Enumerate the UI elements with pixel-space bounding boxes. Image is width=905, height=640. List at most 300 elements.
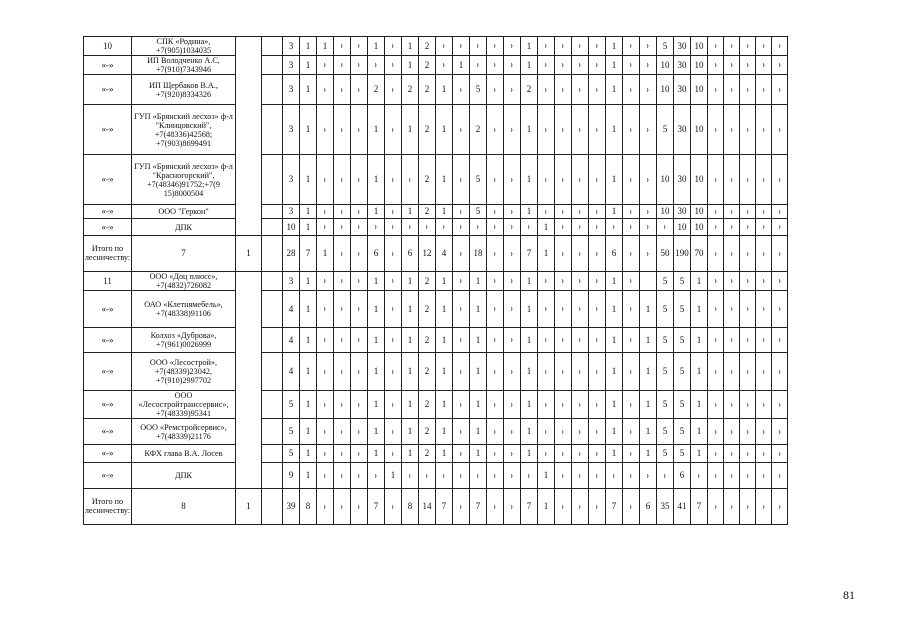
dash-mark: -.- [507, 210, 516, 214]
total-value-cell: 7 [521, 489, 538, 525]
dash-mark: -.- [660, 474, 669, 478]
total-value-cell: 50 [657, 236, 674, 272]
value-cell [772, 463, 788, 489]
value-cell [385, 419, 402, 445]
dash-mark: -.- [456, 210, 465, 214]
dash-mark: -.- [337, 474, 346, 478]
row-number: «-» [84, 328, 132, 353]
value-cell [385, 328, 402, 353]
value-cell [724, 445, 740, 463]
page-number: 81 [843, 588, 855, 602]
value-cell: 1 [300, 37, 317, 56]
dash-mark: -.- [337, 403, 346, 407]
value-cell [368, 463, 385, 489]
dash-mark: -.- [320, 307, 329, 312]
value-cell [724, 391, 740, 419]
total-value-cell: 14 [419, 489, 436, 525]
value-cell: 30 [674, 56, 691, 75]
dash-mark: -.- [558, 403, 567, 407]
value-cell [453, 391, 470, 419]
total-value-cell: 28 [283, 236, 300, 272]
total-value-cell [351, 236, 368, 272]
value-cell [487, 419, 504, 445]
value-cell: 30 [674, 205, 691, 219]
dash-mark: -.- [609, 474, 618, 478]
value-cell: 10 [283, 219, 300, 236]
dash-mark: -.- [726, 63, 735, 68]
value-cell [351, 37, 368, 56]
value-cell [589, 291, 606, 328]
dash-mark: -.- [558, 370, 567, 374]
value-cell [756, 291, 772, 328]
value-cell [740, 37, 756, 56]
dash-mark: -.- [774, 403, 783, 407]
dash-mark: -.- [626, 452, 635, 456]
value-cell [334, 353, 351, 391]
dash-mark: -.- [388, 252, 397, 256]
total-value-cell: 4 [436, 236, 453, 272]
value-cell: 1 [606, 391, 623, 419]
value-cell [572, 205, 589, 219]
value-cell [504, 205, 521, 219]
row-number: 10 [84, 37, 132, 56]
value-cell [589, 463, 606, 489]
value-cell [317, 56, 334, 75]
total-value-cell: 7 [368, 489, 385, 525]
value-cell [572, 291, 589, 328]
dash-mark: -.- [575, 505, 584, 509]
dash-mark: -.- [758, 252, 767, 256]
organization-name: ИП Володченко А.С, +7(910)7343946 [132, 56, 236, 75]
value-cell [334, 105, 351, 155]
table-row [84, 445, 788, 463]
total-value-cell [724, 489, 740, 525]
value-cell: 2 [419, 37, 436, 56]
value-cell [640, 205, 657, 219]
value-cell [555, 219, 572, 236]
value-cell [589, 328, 606, 353]
dash-mark: -.- [507, 403, 516, 407]
value-cell: 1 [691, 328, 708, 353]
dash-mark: -.- [643, 63, 652, 68]
value-cell: 2 [419, 391, 436, 419]
value-cell [453, 105, 470, 155]
value-cell [772, 272, 788, 291]
dash-mark: -.- [726, 178, 735, 182]
dash-mark: -.- [774, 452, 783, 456]
value-cell [385, 219, 402, 236]
dash-mark: -.- [575, 128, 584, 132]
value-cell [504, 463, 521, 489]
row-number: 11 [84, 272, 132, 291]
value-cell [317, 463, 334, 489]
value-cell [538, 37, 555, 56]
blank-cell [262, 219, 283, 236]
dash-mark: -.- [643, 88, 652, 92]
value-cell [606, 463, 623, 489]
value-cell [708, 353, 724, 391]
table-row [84, 353, 788, 391]
dash-mark: -.- [456, 307, 465, 312]
dash-mark: -.- [507, 128, 516, 132]
dash-mark: -.- [710, 44, 719, 49]
value-cell [572, 219, 589, 236]
value-cell [504, 291, 521, 328]
row-number: «-» [84, 219, 132, 236]
dash-mark: -.- [643, 178, 652, 182]
value-cell [724, 56, 740, 75]
dash-mark: -.- [758, 63, 767, 68]
value-cell [657, 463, 674, 489]
value-cell [640, 56, 657, 75]
dash-mark: -.- [774, 88, 783, 92]
value-cell: 1 [453, 56, 470, 75]
value-cell: 1 [402, 272, 419, 291]
dash-mark: -.- [473, 474, 482, 478]
value-cell [623, 155, 640, 205]
dash-mark: -.- [758, 505, 767, 509]
organization-name: ДПК [132, 463, 236, 489]
value-cell [623, 205, 640, 219]
value-cell [487, 75, 504, 105]
dash-mark: -.- [456, 225, 465, 230]
value-cell [724, 272, 740, 291]
dash-mark: -.- [626, 307, 635, 312]
total-value-cell [504, 236, 521, 272]
value-cell [538, 419, 555, 445]
value-cell: 1 [368, 37, 385, 56]
total-value-cell [555, 489, 572, 525]
value-cell [453, 291, 470, 328]
value-cell [623, 75, 640, 105]
dash-mark: -.- [388, 403, 397, 407]
blank-cell [262, 445, 283, 463]
value-cell [740, 205, 756, 219]
value-cell [555, 37, 572, 56]
dash-mark: -.- [558, 128, 567, 132]
total-value-cell [756, 236, 772, 272]
value-cell [385, 105, 402, 155]
value-cell [436, 219, 453, 236]
dash-mark: -.- [726, 474, 735, 478]
blank-cell [262, 56, 283, 75]
value-cell [724, 37, 740, 56]
dash-mark: -.- [592, 307, 601, 312]
value-cell [724, 463, 740, 489]
value-cell: 5 [674, 328, 691, 353]
row-number: «-» [84, 75, 132, 105]
dash-mark: -.- [710, 128, 719, 132]
dash-mark: -.- [592, 63, 601, 68]
dash-mark: -.- [742, 403, 751, 407]
total-value-cell: 8 [300, 489, 317, 525]
value-cell [351, 291, 368, 328]
value-cell: 1 [436, 445, 453, 463]
value-cell [334, 328, 351, 353]
value-cell: 3 [283, 105, 300, 155]
value-cell: 1 [402, 105, 419, 155]
value-cell [351, 205, 368, 219]
dash-mark: -.- [774, 210, 783, 214]
total-value-cell: 35 [657, 489, 674, 525]
row-number: «-» [84, 56, 132, 75]
value-cell [334, 419, 351, 445]
value-cell: 5 [657, 37, 674, 56]
value-cell: 1 [402, 419, 419, 445]
dash-mark: -.- [371, 225, 380, 230]
value-cell [538, 205, 555, 219]
value-cell [504, 445, 521, 463]
table-row [84, 105, 788, 155]
value-cell [368, 219, 385, 236]
blank-cell [262, 236, 283, 272]
value-cell [504, 105, 521, 155]
dash-mark: -.- [354, 505, 363, 509]
total-value-cell: 7 [606, 489, 623, 525]
dash-mark: -.- [456, 430, 465, 434]
value-cell [740, 328, 756, 353]
value-cell [708, 445, 724, 463]
value-cell: 2 [368, 75, 385, 105]
dash-mark: -.- [643, 128, 652, 132]
value-cell: 5 [657, 291, 674, 328]
dash-mark: -.- [626, 505, 635, 509]
value-cell: 1 [606, 419, 623, 445]
value-cell: 30 [674, 155, 691, 205]
value-cell: 1 [300, 205, 317, 219]
value-cell [334, 56, 351, 75]
value-cell: 1 [470, 328, 487, 353]
value-cell [772, 391, 788, 419]
dash-mark: -.- [575, 88, 584, 92]
value-cell [470, 463, 487, 489]
dash-mark: -.- [320, 474, 329, 478]
dash-mark: -.- [405, 178, 414, 182]
dash-mark: -.- [575, 370, 584, 374]
value-cell [623, 105, 640, 155]
dash-mark: -.- [320, 430, 329, 434]
value-cell [772, 205, 788, 219]
dash-mark: -.- [592, 338, 601, 343]
value-cell: 1 [521, 105, 538, 155]
value-cell [538, 105, 555, 155]
value-cell [555, 291, 572, 328]
dash-mark: -.- [575, 63, 584, 68]
dash-mark: -.- [558, 63, 567, 68]
dash-mark: -.- [337, 252, 346, 256]
dash-mark: -.- [507, 225, 516, 230]
value-cell: 5 [470, 75, 487, 105]
value-cell [487, 353, 504, 391]
value-cell: 5 [674, 353, 691, 391]
blank-cell [262, 75, 283, 105]
table-row [84, 328, 788, 353]
value-cell [351, 155, 368, 205]
value-cell [487, 463, 504, 489]
dash-mark: -.- [354, 88, 363, 92]
dash-mark: -.- [507, 452, 516, 456]
value-cell [555, 105, 572, 155]
dash-mark: -.- [726, 279, 735, 284]
dash-mark: -.- [490, 505, 499, 509]
value-cell: 1 [691, 291, 708, 328]
value-cell [555, 205, 572, 219]
value-cell: 1 [606, 272, 623, 291]
blank-cell [262, 105, 283, 155]
dash-mark: -.- [354, 128, 363, 132]
value-cell [740, 391, 756, 419]
value-cell [640, 75, 657, 105]
value-cell [708, 328, 724, 353]
value-cell [708, 155, 724, 205]
table-row [84, 463, 788, 489]
dash-mark: -.- [558, 452, 567, 456]
dash-mark: -.- [774, 505, 783, 509]
dash-mark: -.- [320, 403, 329, 407]
dash-mark: -.- [507, 88, 516, 92]
dash-mark: -.- [490, 370, 499, 374]
dash-mark: -.- [507, 63, 516, 68]
value-cell: 1 [521, 391, 538, 419]
value-cell: 2 [521, 75, 538, 105]
value-cell [453, 155, 470, 205]
dash-mark: -.- [337, 505, 346, 509]
table-row [84, 219, 788, 236]
value-cell [555, 155, 572, 205]
dash-mark: -.- [354, 430, 363, 434]
value-cell [772, 105, 788, 155]
value-cell: 10 [691, 155, 708, 205]
dash-mark: -.- [558, 44, 567, 49]
dash-mark: -.- [592, 452, 601, 456]
value-cell: 1 [368, 445, 385, 463]
total-value-cell [623, 236, 640, 272]
value-cell [555, 353, 572, 391]
dash-mark: -.- [592, 279, 601, 284]
dash-mark: -.- [456, 338, 465, 343]
value-cell: 5 [657, 272, 674, 291]
value-cell [402, 155, 419, 205]
value-cell [351, 419, 368, 445]
dash-mark: -.- [456, 452, 465, 456]
value-cell: 10 [691, 37, 708, 56]
dash-mark: -.- [726, 88, 735, 92]
value-cell: 1 [521, 291, 538, 328]
dash-mark: -.- [626, 63, 635, 68]
value-cell [419, 463, 436, 489]
dash-mark: -.- [337, 44, 346, 49]
dash-mark: -.- [507, 430, 516, 434]
value-cell: 1 [317, 37, 334, 56]
value-cell [724, 205, 740, 219]
value-cell: 30 [674, 75, 691, 105]
value-cell: 1 [691, 272, 708, 291]
dash-mark: -.- [758, 403, 767, 407]
value-cell: 1 [368, 328, 385, 353]
table-row [84, 291, 788, 328]
value-cell [521, 463, 538, 489]
value-cell [334, 75, 351, 105]
value-cell [589, 205, 606, 219]
value-cell [351, 463, 368, 489]
value-cell: 1 [436, 272, 453, 291]
total-value-cell [772, 489, 788, 525]
value-cell [538, 56, 555, 75]
value-cell: 10 [657, 205, 674, 219]
dash-mark: -.- [490, 430, 499, 434]
table-row [84, 37, 788, 56]
dash-mark: -.- [490, 474, 499, 478]
total-label: Итого по лесничеству: [84, 236, 132, 272]
dash-mark: -.- [592, 403, 601, 407]
value-cell [538, 272, 555, 291]
blank-cell [262, 419, 283, 445]
dash-mark: -.- [558, 225, 567, 230]
dash-mark: -.- [626, 430, 635, 434]
value-cell [740, 105, 756, 155]
value-cell: 3 [283, 155, 300, 205]
value-cell: 1 [691, 445, 708, 463]
dash-mark: -.- [473, 63, 482, 68]
value-cell [538, 328, 555, 353]
value-cell [504, 272, 521, 291]
dash-mark: -.- [626, 178, 635, 182]
dash-mark: -.- [456, 88, 465, 92]
dash-mark: -.- [726, 128, 735, 132]
value-cell [385, 353, 402, 391]
value-cell [572, 328, 589, 353]
dash-mark: -.- [774, 128, 783, 132]
value-cell [589, 419, 606, 445]
dash-mark: -.- [592, 252, 601, 256]
value-cell: 1 [521, 56, 538, 75]
total-value-cell: 6 [402, 236, 419, 272]
dash-mark: -.- [726, 403, 735, 407]
value-cell [317, 205, 334, 219]
dash-mark: -.- [726, 210, 735, 214]
total-value-cell: 8 [402, 489, 419, 525]
value-cell [623, 391, 640, 419]
value-cell: 30 [674, 37, 691, 56]
dash-mark: -.- [710, 338, 719, 343]
value-cell [756, 463, 772, 489]
dash-mark: -.- [507, 44, 516, 49]
value-cell [351, 105, 368, 155]
dash-mark: -.- [439, 474, 448, 478]
dash-mark: -.- [774, 178, 783, 182]
dash-mark: -.- [507, 338, 516, 343]
value-cell: 1 [300, 291, 317, 328]
total-value-cell [453, 236, 470, 272]
value-cell: 1 [606, 75, 623, 105]
value-cell [487, 155, 504, 205]
value-cell: 5 [674, 291, 691, 328]
value-cell: 5 [470, 205, 487, 219]
dash-mark: -.- [726, 307, 735, 312]
dash-mark: -.- [524, 225, 533, 230]
value-cell [623, 272, 640, 291]
value-cell: 1 [300, 75, 317, 105]
value-cell: 1 [470, 419, 487, 445]
organization-name: ДПК [132, 219, 236, 236]
dash-mark: -.- [320, 452, 329, 456]
dash-mark: -.- [626, 338, 635, 343]
dash-mark: -.- [558, 210, 567, 214]
value-cell: 1 [402, 205, 419, 219]
dash-mark: -.- [541, 279, 550, 284]
total-value-cell: 12 [419, 236, 436, 272]
value-cell: 1 [385, 463, 402, 489]
